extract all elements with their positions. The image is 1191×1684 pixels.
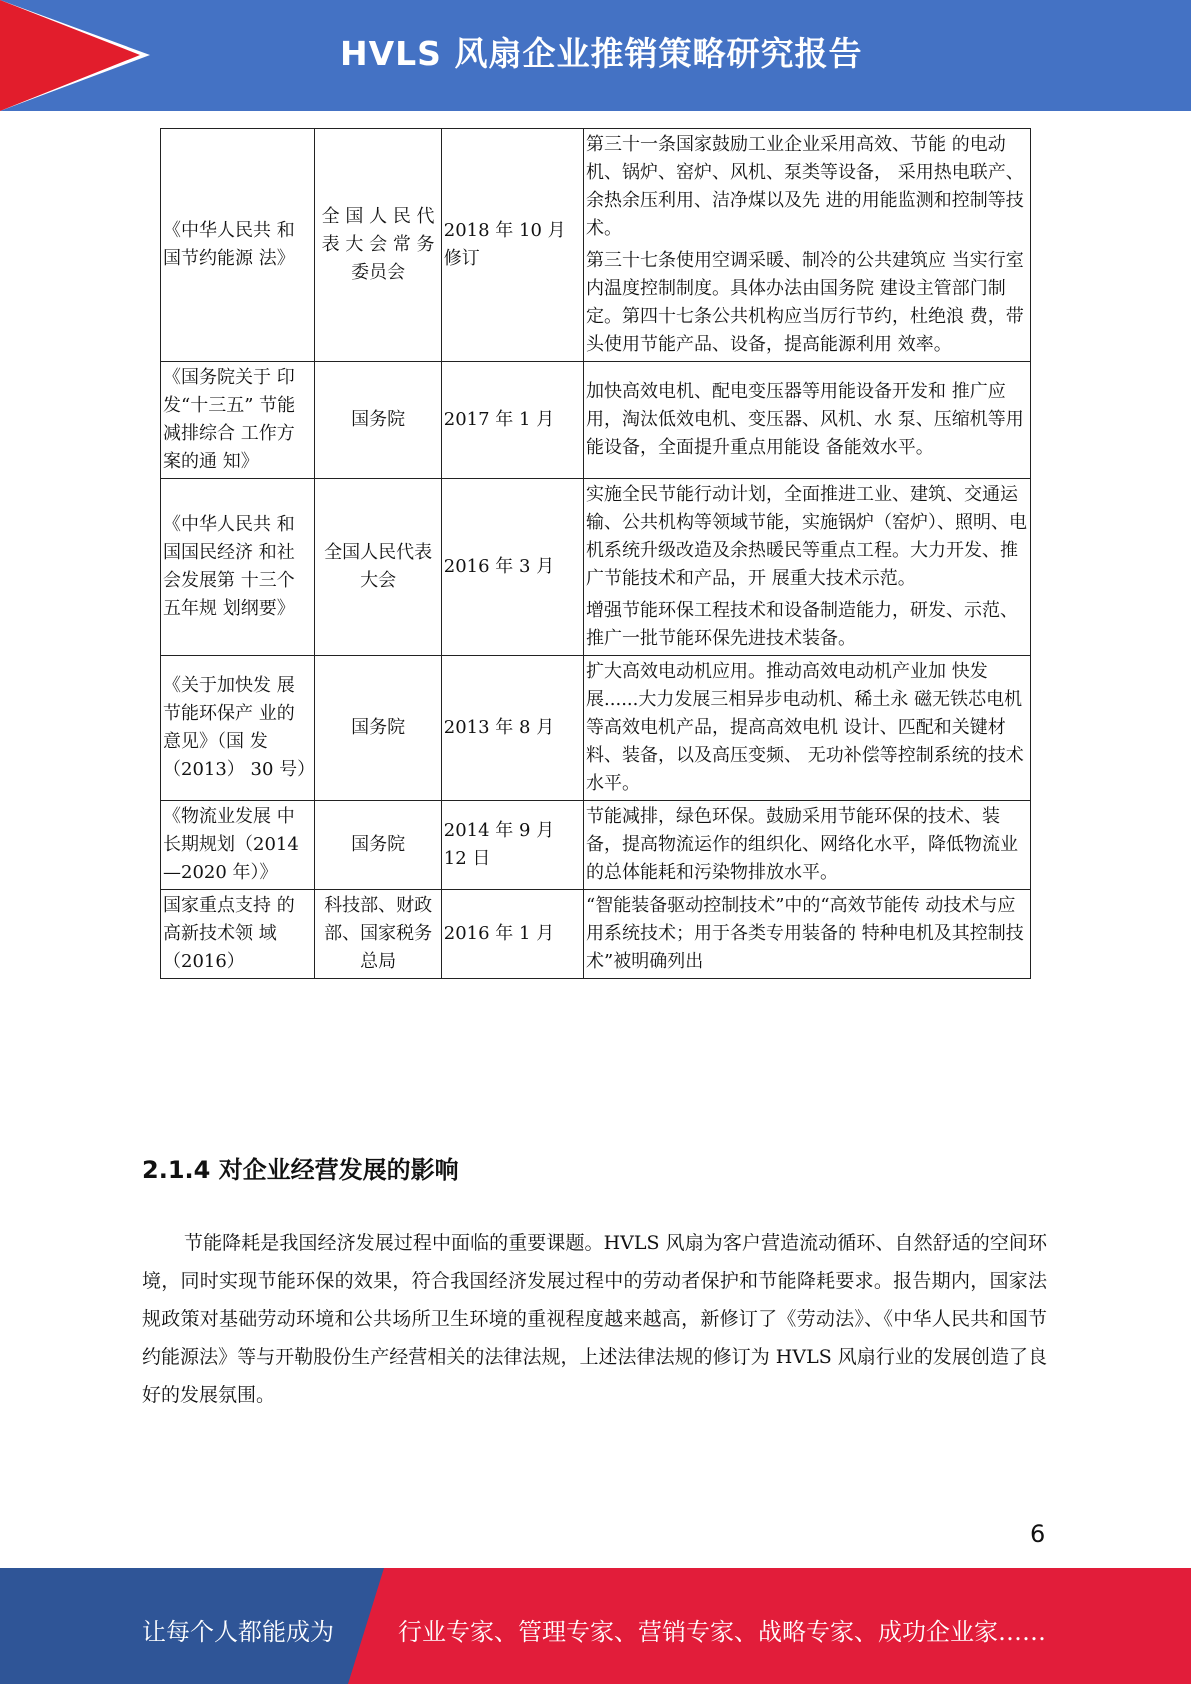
date-cell: 2014 年 9 月 12 日: [441, 801, 583, 890]
date-cell: 2016 年 3 月: [441, 479, 583, 656]
policy-name-cell: 《关于加快发 展节能环保产 业的意见》（国 发（2013） 30 号）: [161, 656, 315, 801]
content-cell: [584, 656, 1031, 801]
issuer-cell: 国务院: [315, 656, 441, 801]
footer-slogan-left: 让每个人都能成为: [142, 1618, 334, 1646]
content-paragraph: 实施全民节能行动计划，全面推进工业、建筑、交通运输、公共机构等领域节能，实施锅炉（窑炉）、照明、电机系统升级改造及余热暖民等重点工程。大力开发、推广节能技术和产品，开 展重大技术示范。: [586, 484, 1028, 589]
policy-name-cell: 《国务院关于 印发“十三五” 节能减排综合 工作方案的通 知》: [161, 362, 315, 479]
content-cell: [584, 129, 1031, 362]
page-footer: [0, 1568, 1191, 1684]
date-cell: 2016 年 1 月: [441, 890, 583, 979]
policy-name-cell: 《中华人民共 和国节约能源 法》: [161, 129, 315, 362]
policy-name-cell: 国家重点支持 的高新技术领 域（2016）: [161, 890, 315, 979]
policy-name-cell: 《中华人民共 和国国民经济 和社会发展第 十三个五年规 划纲要》: [161, 479, 315, 656]
date-cell: 2018 年 10 月 修订: [441, 129, 583, 362]
body-paragraph: 节能降耗是我国经济发展过程中面临的重要课题。HVLS 风扇为客户营造流动循环、自然舒适的空间环境，同时实现节能环保的效果，符合我国经济发展过程中的劳动者保护和节能降耗要求。报告期内，国家法规政策对基础劳动环境和公共场所卫生环境的重视程度越来越高，新修订了《劳动法》、《中华人民共和国节约能源法》等与开勒股份生产经营相关的法律法规，上述法律法规的修订为 HVLS 风扇行业的发展创造了良好的发展氛围。: [142, 1232, 1047, 1406]
issuer-cell: 全 国 人 民 代 表 大 会 常 务 委员会: [315, 129, 441, 362]
footer-blue-slant: [348, 1568, 384, 1684]
table-row: [161, 129, 1031, 362]
content-paragraph: 第三十一条国家鼓励工业企业采用高效、节能 的电动机、锅炉、窑炉、风机、泵类等设备， 采用热电联产、余热余压利用、洁净煤以及先 进的用能监测和控制等技术。: [586, 134, 1024, 239]
section-heading: 2.1.4 对企业经营发展的影响: [142, 1156, 459, 1184]
table-row: [161, 362, 1031, 479]
footer-slogan-right: 行业专家、管理专家、营销专家、战略专家、成功企业家……: [398, 1618, 1046, 1646]
header-arrow-red: [0, 0, 140, 111]
table-row: [161, 801, 1031, 890]
table-row: [161, 656, 1031, 801]
date-cell: 2017 年 1 月: [441, 362, 583, 479]
content-cell: [584, 801, 1031, 890]
issuer-cell: 全国人民代表大会: [315, 479, 441, 656]
content-paragraph: 扩大高效电动机应用。推动高效电动机产业加 快发展......大力发展三相异步电动机、稀土永 磁无铁芯电机等高效电机产品，提高高效电机 设计、匹配和关键材料、装备，以及高压变频、 无功补偿等控制系统的技术水平。: [586, 661, 1024, 794]
content-cell: [584, 890, 1031, 979]
page-header: [0, 0, 1191, 111]
content-paragraph: 增强节能环保工程技术和设备制造能力，研发、示范、推广一批节能环保先进技术装备。: [586, 600, 1019, 649]
table-row: [161, 890, 1031, 979]
content-cell: [584, 362, 1031, 479]
content-paragraph: 节能减排，绿色环保。鼓励采用节能环保的技术、装备，提高物流运作的组织化、网络化水平，降低物流业的总体能耗和污染物排放水平。: [586, 806, 1019, 883]
content-paragraph: 加快高效电机、配电变压器等用能设备开发和 推广应用，淘汰低效电机、变压器、风机、水 泵、压缩机等用能设备，全面提升重点用能设 备能效水平。: [586, 381, 1024, 458]
page-number: 6: [1030, 1520, 1046, 1548]
issuer-cell: 科技部、财政部、国家税务总局: [315, 890, 441, 979]
policy-table: [160, 128, 1031, 979]
report-title: HVLS 风扇企业推销策略研究报告: [340, 34, 863, 73]
issuer-cell: 国务院: [315, 801, 441, 890]
content-paragraph: “智能装备驱动控制技术”中的“高效节能传 动技术与应用系统技术；用于各类专用装备的 特种电机及其控制技术”被明确列出: [586, 895, 1024, 972]
issuer-cell: 国务院: [315, 362, 441, 479]
date-cell: 2013 年 8 月: [441, 656, 583, 801]
content-cell: [584, 479, 1031, 656]
table-row: [161, 479, 1031, 656]
policy-name-cell: 《物流业发展 中长期规划（2014—2020 年）》: [161, 801, 315, 890]
content-paragraph: 第三十七条使用空调采暖、制冷的公共建筑应 当实行室内温度控制制度。具体办法由国务院 建设主管部门制定。第四十七条公共机构应当厉行节约，杜绝浪 费，带头使用节能产品、设备，提高能源利用 效率。: [586, 250, 1024, 355]
